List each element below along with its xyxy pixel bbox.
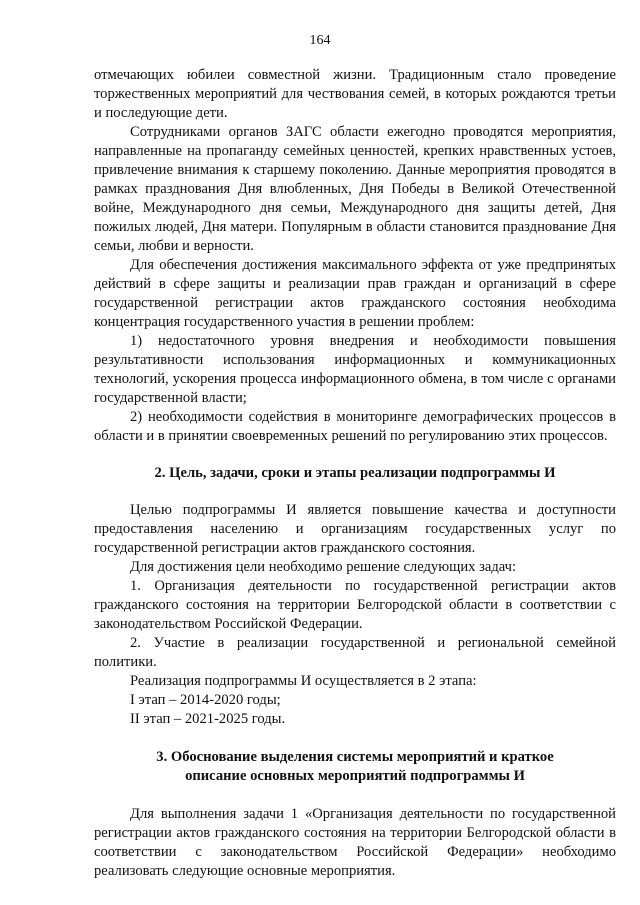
paragraph: I этап – 2014-2020 годы; (130, 692, 281, 708)
section-heading-line: 3. Обоснование выделения системы мероприятий и краткое (156, 749, 554, 765)
paragraph: Целью подпрограммы И является повышение качества и доступности предоставления населению и организациям государственных услуг по государственной регистрации актов гражданского состояния. (94, 502, 616, 556)
section-heading-line: описание основных мероприятий подпрограммы И (185, 768, 525, 784)
paragraph: II этап – 2021-2025 годы. (130, 711, 286, 727)
paragraph: 1. Организация деятельности по государственной регистрации актов гражданского состояния на территории Белгородской области в соответствии с законодательством Российской Федерации. (94, 578, 616, 632)
paragraph: 2) необходимости содействия в мониторинге демографических процессов в области и в принятии своевременных решений по регулированию этих процессов. (94, 409, 616, 444)
paragraph: Для обеспечения достижения максимального эффекта от уже предпринятых действий в сфере защиты и реализации прав граждан и организаций в сфере государственной регистрации актов гражданского состояния необходима концентрация государственного участия в решении проблем: (94, 257, 616, 330)
paragraph: Для выполнения задачи 1 «Организация деятельности по государственной регистрации актов гражданского состояния на территории Белгородской области в соответствии с законодательством Российской Федерации» необходимо реализовать следующие основные мероприятия. (94, 806, 616, 879)
document-body (94, 66, 616, 881)
paragraph: 1) недостаточного уровня внедрения и необходимости повышения результативности использования информационных и коммуникационных технологий, ускорения процесса информационного обмена, в том числе с органами государственной власти; (94, 333, 616, 406)
paragraph: 2. Участие в реализации государственной и региональной семейной политики. (94, 635, 616, 670)
paragraph: Реализация подпрограммы И осуществляется в 2 этапа: (130, 673, 477, 689)
page-number: 164 (309, 33, 331, 48)
paragraph: отмечающих юбилеи совместной жизни. Традиционным стало проведение торжественных мероприятий для чествования семей, в которых рождаются третьи и последующие дети. (94, 67, 616, 121)
paragraph: Сотрудниками органов ЗАГС области ежегодно проводятся мероприятия, направленные на пропаганду семейных ценностей, крепких нравственных устоев, привлечение внимания к старшему поколению. Данные мероприятия проводятся в рамках празднования Дня влюбленных, Дня Победы в Великой Отечественной войне, Международного дня семьи, Международного дня защиты детей, Дня пожилых людей, Дня матери. Популярным в области становится празднование Дня семьи, любви и верности. (94, 124, 616, 254)
paragraph: Для достижения цели необходимо решение следующих задач: (130, 559, 517, 575)
section-heading: 2. Цель, задачи, сроки и этапы реализации подпрограммы И (154, 465, 556, 481)
section-heading (94, 748, 616, 786)
